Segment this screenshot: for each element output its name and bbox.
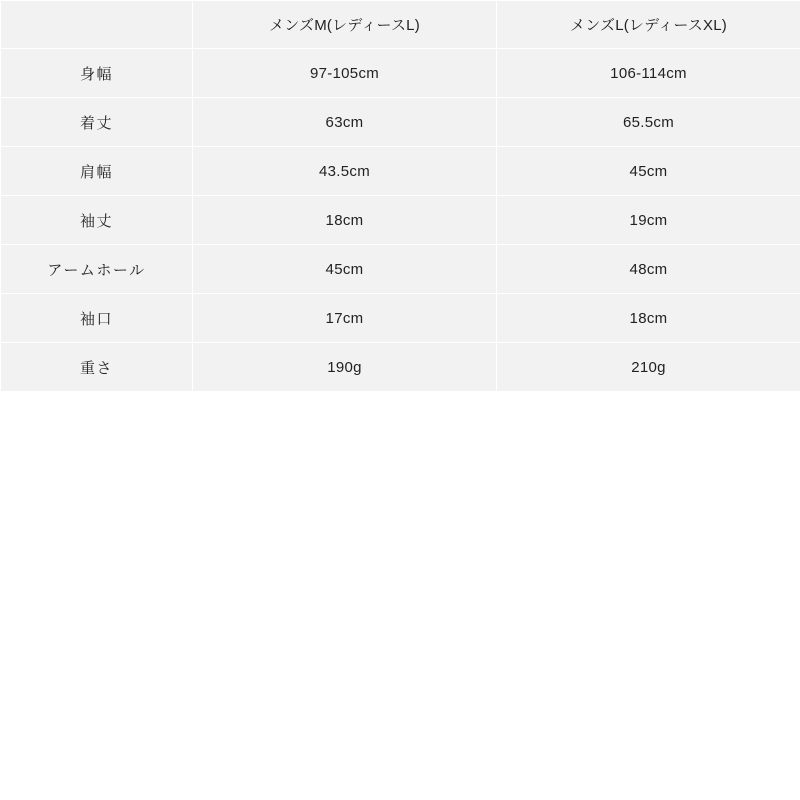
cell-armhole-m: 45cm (193, 245, 497, 294)
cell-body-width-m: 97-105cm (193, 49, 497, 98)
cell-shoulder-width-l: 45cm (497, 147, 800, 196)
cell-length-m: 63cm (193, 98, 497, 147)
size-chart-table (0, 0, 800, 392)
table-row (1, 343, 800, 392)
table-body (1, 49, 800, 392)
cell-body-width-l: 106-114cm (497, 49, 800, 98)
cell-cuff-l: 18cm (497, 294, 800, 343)
table-row (1, 196, 800, 245)
row-label-cuff: 袖口 (1, 294, 193, 343)
table-row (1, 98, 800, 147)
row-label-armhole: アームホール (1, 245, 193, 294)
header-cell-mens-m: メンズM(レディースL) (193, 1, 497, 49)
table-header-row (1, 1, 800, 49)
header-cell-mens-l: メンズL(レディースXL) (497, 1, 800, 49)
row-label-sleeve-length: 袖丈 (1, 196, 193, 245)
row-label-length: 着丈 (1, 98, 193, 147)
table-row (1, 245, 800, 294)
table-row (1, 147, 800, 196)
cell-sleeve-length-m: 18cm (193, 196, 497, 245)
cell-cuff-m: 17cm (193, 294, 497, 343)
cell-length-l: 65.5cm (497, 98, 800, 147)
row-label-body-width: 身幅 (1, 49, 193, 98)
table-row (1, 49, 800, 98)
cell-sleeve-length-l: 19cm (497, 196, 800, 245)
header-cell-blank (1, 1, 193, 49)
cell-weight-m: 190g (193, 343, 497, 392)
cell-armhole-l: 48cm (497, 245, 800, 294)
row-label-weight: 重さ (1, 343, 193, 392)
table-row (1, 294, 800, 343)
cell-shoulder-width-m: 43.5cm (193, 147, 497, 196)
table-header (1, 1, 800, 49)
row-label-shoulder-width: 肩幅 (1, 147, 193, 196)
cell-weight-l: 210g (497, 343, 800, 392)
